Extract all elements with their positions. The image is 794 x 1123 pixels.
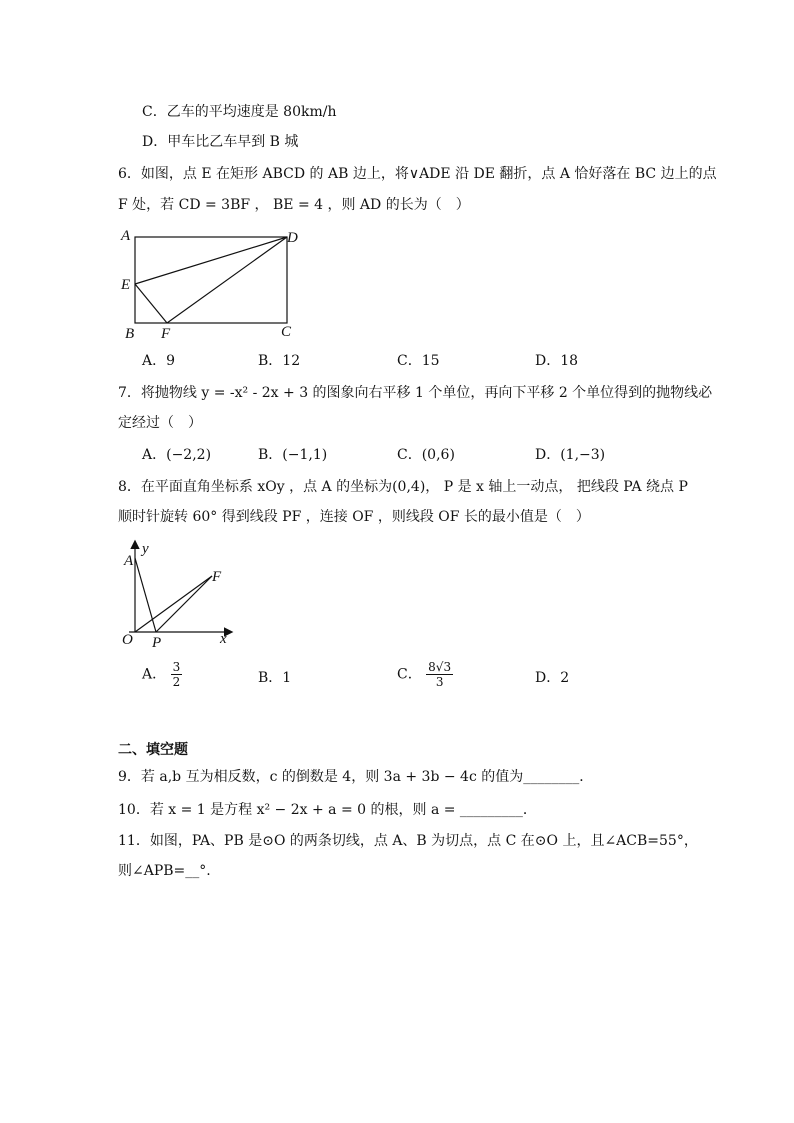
q6-option-b: B．12 (258, 353, 301, 369)
q8-option-c-denominator: 3 (435, 675, 444, 689)
q8-label-a: A (124, 553, 134, 569)
q7-option-d: D．(1,−3) (535, 447, 606, 463)
q8-label-p: P (152, 635, 162, 651)
q8-option-a-prefix: A． (142, 666, 167, 683)
q6-segment-ef (135, 284, 167, 323)
q7-line-1: 7．将抛物线 y = -x² - 2x + 3 的图象向右平移 1 个单位，再向下平移 2 个单位得到的抛物线必 (118, 385, 713, 401)
section-2-heading: 二、填空题 (118, 742, 188, 758)
q8-segment-pf (156, 576, 212, 632)
q9-text: 9．若 a,b 互为相反数，c 的倒数是 4，则 3a + 3b − 4c 的值为________． (118, 769, 594, 785)
q6-label-e: E (121, 277, 131, 293)
q8-option-c-numerator: 8√3 (428, 660, 452, 674)
q8-label-o: O (122, 632, 133, 648)
q6-rectangle-abcd (135, 237, 287, 323)
q8-line-2: 顺时针旋转 60° 得到线段 PF ，连接 OF ，则线段 OF 长的最小值是（ ） (118, 509, 590, 525)
q6-line-2: F 处，若 CD = 3BF ， BE = 4 ，则 AD 的长为（ ） (118, 197, 470, 213)
q6-line-1: 6．如图，点 E 在矩形 ABCD 的 AB 边上，将∨ADE 沿 DE 翻折，点 A 恰好落在 BC 边上的点 (118, 166, 717, 182)
q8-option-a-numerator: 3 (172, 660, 181, 674)
q8-option-a-fraction (171, 660, 183, 689)
q5-option-d: D．甲车比乙车早到 B 城 (142, 134, 299, 150)
q8-label-f: F (212, 569, 222, 585)
q7-line-2: 定经过（ ） (118, 415, 202, 431)
q8-segment-pa (135, 558, 156, 632)
q8-segment-of (135, 576, 212, 632)
q8-option-c-fraction (426, 660, 453, 689)
q6-option-c: C．15 (397, 353, 440, 369)
q6-segment-fd (167, 237, 287, 323)
q11-line-1: 11．如图，PA、PB 是⊙O 的两条切线，点 A、B 为切点，点 C 在⊙O 上，且∠ACB=55°， (118, 833, 698, 849)
q8-option-c (397, 660, 453, 689)
q8-line-1: 8．在平面直角坐标系 xOy ，点 A 的坐标为(0,4)， P 是 x 轴上一动点， 把线段 PA 绕点 P (118, 479, 688, 495)
q7-option-c: C．(0,6) (397, 447, 455, 463)
q8-label-x: x (220, 631, 227, 647)
q8-option-b: B．1 (258, 670, 292, 686)
q8-figure (115, 536, 245, 652)
q6-label-c: C (281, 324, 292, 340)
q6-label-f: F (161, 326, 171, 342)
q6-figure (115, 222, 315, 344)
q6-segment-ed (135, 237, 287, 284)
q7-option-a: A．(−2,2) (142, 447, 212, 463)
q11-line-2: 则∠APB=__°. (118, 863, 211, 879)
q6-option-a: A．9 (142, 353, 176, 369)
q8-option-a-denominator: 2 (172, 675, 181, 689)
q6-label-a: A (121, 228, 131, 244)
q7-option-b: B．(−1,1) (258, 447, 328, 463)
q8-option-d: D．2 (535, 670, 570, 686)
q8-label-y: y (142, 541, 149, 557)
q6-label-b: B (125, 326, 135, 342)
q6-option-d: D．18 (535, 353, 579, 369)
q8-option-a (142, 660, 182, 689)
q6-label-d: D (287, 230, 298, 246)
q10-text: 10．若 x = 1 是方程 x² − 2x + a = 0 的根，则 a = _________． (118, 802, 537, 818)
q8-option-c-prefix: C． (397, 666, 422, 683)
q5-option-c: C．乙车的平均速度是 80km/h (142, 104, 337, 120)
